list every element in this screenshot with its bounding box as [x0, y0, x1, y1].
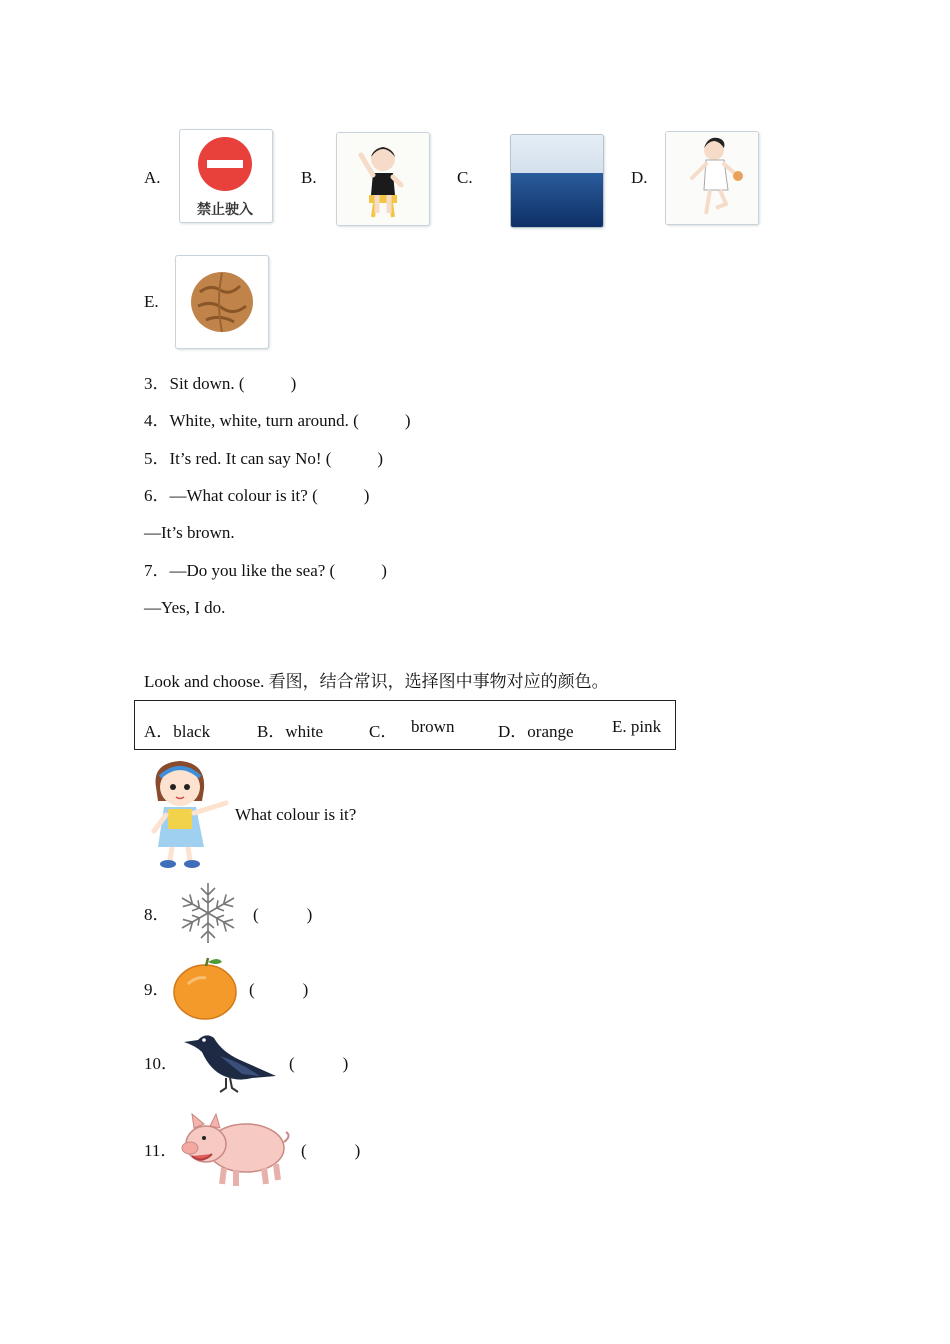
pig-icon	[180, 1110, 292, 1188]
question-9-blank: ( )	[249, 980, 309, 999]
turning-girl-icon	[665, 131, 759, 225]
option-white: B．white	[257, 722, 324, 741]
speech-text: What colour is it?	[235, 805, 357, 824]
question-7-answer: —Yes, I do.	[144, 598, 226, 617]
option-letter-d: D.	[631, 168, 648, 187]
sitting-boy-icon	[336, 132, 430, 226]
question-10-blank: ( )	[289, 1054, 349, 1073]
question-5: 5．It’s red. It can say No! ( )	[144, 449, 384, 468]
option-pink: E. pink	[612, 717, 662, 736]
option-c-letter: C．	[369, 722, 398, 741]
question-8-number: 8．	[144, 905, 170, 924]
question-10-number: 10．	[144, 1054, 178, 1073]
girl-pointing-icon	[142, 757, 234, 871]
question-7: 7．—Do you like the sea? ( )	[144, 561, 387, 580]
option-brown: brown	[411, 717, 455, 736]
option-letter-e: E.	[144, 292, 159, 311]
sea-icon	[510, 134, 604, 228]
crow-icon	[180, 1026, 278, 1096]
question-8-blank: ( )	[253, 905, 313, 924]
question-3: 3．Sit down. ( )	[144, 374, 297, 393]
snowflake-icon	[172, 878, 244, 948]
question-9-number: 9．	[144, 980, 170, 999]
option-letter-a: A.	[144, 168, 161, 187]
section-instruction: Look and choose. 看图，结合常识，选择图中事物对应的颜色。	[144, 672, 609, 691]
option-letter-b: B.	[301, 168, 317, 187]
question-6: 6．—What colour is it? ( )	[144, 486, 370, 505]
colour-options-box	[134, 700, 676, 750]
orange-icon	[172, 954, 240, 1022]
walnut-icon	[175, 255, 269, 349]
question-6-answer: —It’s brown.	[144, 523, 235, 542]
question-11-number: 11．	[144, 1141, 178, 1160]
option-orange: D．orange	[498, 722, 574, 741]
question-11-blank: ( )	[301, 1141, 361, 1160]
option-black: A．black	[144, 722, 211, 741]
question-4: 4．White, white, turn around. ( )	[144, 411, 411, 430]
sign-text: 禁止驶入	[197, 202, 253, 218]
option-letter-c: C.	[457, 168, 473, 187]
